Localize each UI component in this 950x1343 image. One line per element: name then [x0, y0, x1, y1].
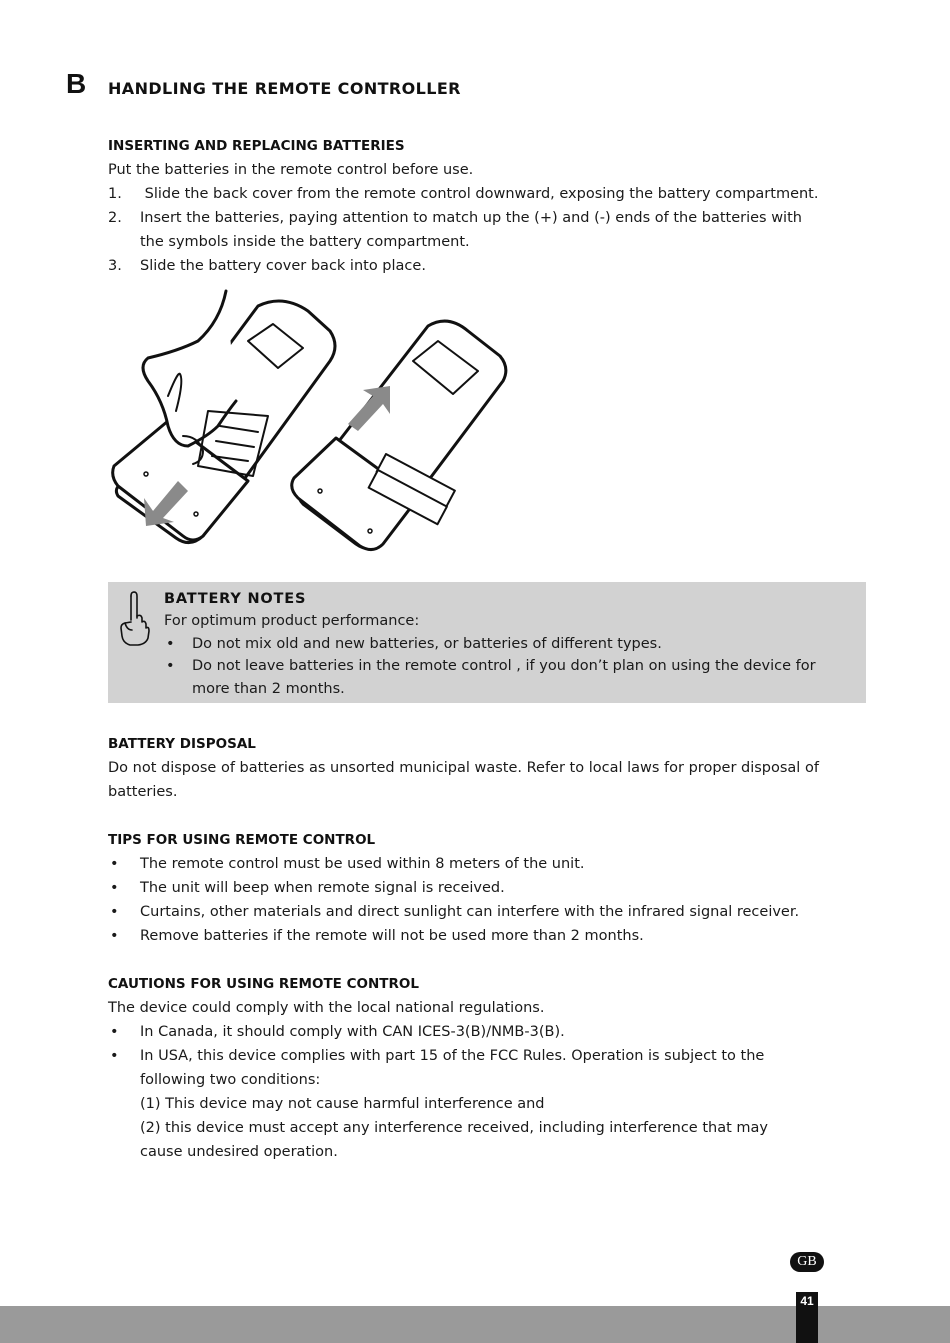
step-text: Insert the batteries, paying attention to match up the (+) and (-) ends of the batteries with the symbols inside the battery compartment. [140, 210, 802, 250]
condition-line: (2) this device must accept any interference received, including interference that may [140, 1120, 768, 1136]
battery-notes-title: BATTERY NOTES [164, 591, 307, 607]
bullet: • [110, 880, 119, 896]
list-item [108, 1020, 868, 1044]
bullet: • [110, 1048, 119, 1064]
tips-heading: TIPS FOR USING REMOTE CONTROL [108, 832, 376, 848]
list-item [108, 924, 868, 948]
step-text: Slide the battery cover back into place. [140, 258, 426, 274]
step-item [108, 206, 868, 254]
bullet: • [166, 635, 175, 652]
pointing-hand-icon [114, 588, 154, 648]
list-item-text: Do not mix old and new batteries, or batteries of different types. [192, 635, 662, 652]
remote-battery-replacement-illustration [108, 286, 528, 571]
section-letter: B [66, 68, 87, 99]
step-item [108, 254, 868, 278]
bullet: • [110, 856, 119, 872]
step-number: 1. [108, 186, 122, 202]
battery-notes-intro: For optimum product performance: [164, 613, 420, 629]
step-item [108, 182, 868, 206]
inserting-intro: Put the batteries in the remote control before use. [108, 162, 474, 178]
step-text: Slide the back cover from the remote control downward, exposing the battery compartment. [140, 186, 819, 202]
disposal-heading: BATTERY DISPOSAL [108, 736, 256, 752]
cautions-heading: CAUTIONS FOR USING REMOTE CONTROL [108, 976, 419, 992]
bullet: • [110, 904, 119, 920]
list-item [108, 852, 868, 876]
step-number: 2. [108, 210, 122, 226]
list-item-text: Do not leave batteries in the remote control , if you don’t plan on using the device for more than 2 months. [192, 658, 816, 697]
condition-line: (1) This device may not cause harmful interference and [140, 1096, 545, 1112]
step-number: 3. [108, 258, 122, 274]
list-item-text: Curtains, other materials and direct sunlight can interfere with the infrared signal receiver. [140, 904, 800, 920]
page-number: 41 [800, 1294, 814, 1308]
list-item [108, 900, 868, 924]
disposal-section [108, 732, 868, 804]
bullet: • [110, 1024, 119, 1040]
list-item [164, 655, 854, 700]
tips-section [108, 828, 868, 948]
bullet: • [110, 928, 119, 944]
list-item [108, 1044, 868, 1092]
cautions-section [108, 972, 868, 1164]
battery-notes-box [108, 582, 866, 703]
inserting-section [108, 134, 868, 278]
battery-notes-content [164, 588, 854, 700]
language-badge: GB [790, 1252, 824, 1272]
cautions-intro: The device could comply with the local national regulations. [108, 1000, 545, 1016]
list-item [164, 633, 854, 656]
list-item-text: The unit will beep when remote signal is received. [140, 880, 505, 896]
list-item-text: In USA, this device complies with part 15 of the FCC Rules. Operation is subject to the following two conditions: [140, 1048, 765, 1088]
list-item-text: Remove batteries if the remote will not be used more than 2 months. [140, 928, 644, 944]
list-item [108, 876, 868, 900]
condition-line: cause undesired operation. [140, 1144, 338, 1160]
disposal-text: Do not dispose of batteries as unsorted municipal waste. Refer to local laws for proper disposal of batteries. [108, 760, 819, 800]
list-item-text: In Canada, it should comply with CAN ICES-3(B)/NMB-3(B). [140, 1024, 565, 1040]
section-title: HANDLING THE REMOTE CONTROLLER [108, 79, 461, 98]
inserting-heading: INSERTING AND REPLACING BATTERIES [108, 138, 405, 154]
list-item-text: The remote control must be used within 8 meters of the unit. [140, 856, 585, 872]
bullet: • [166, 658, 175, 674]
